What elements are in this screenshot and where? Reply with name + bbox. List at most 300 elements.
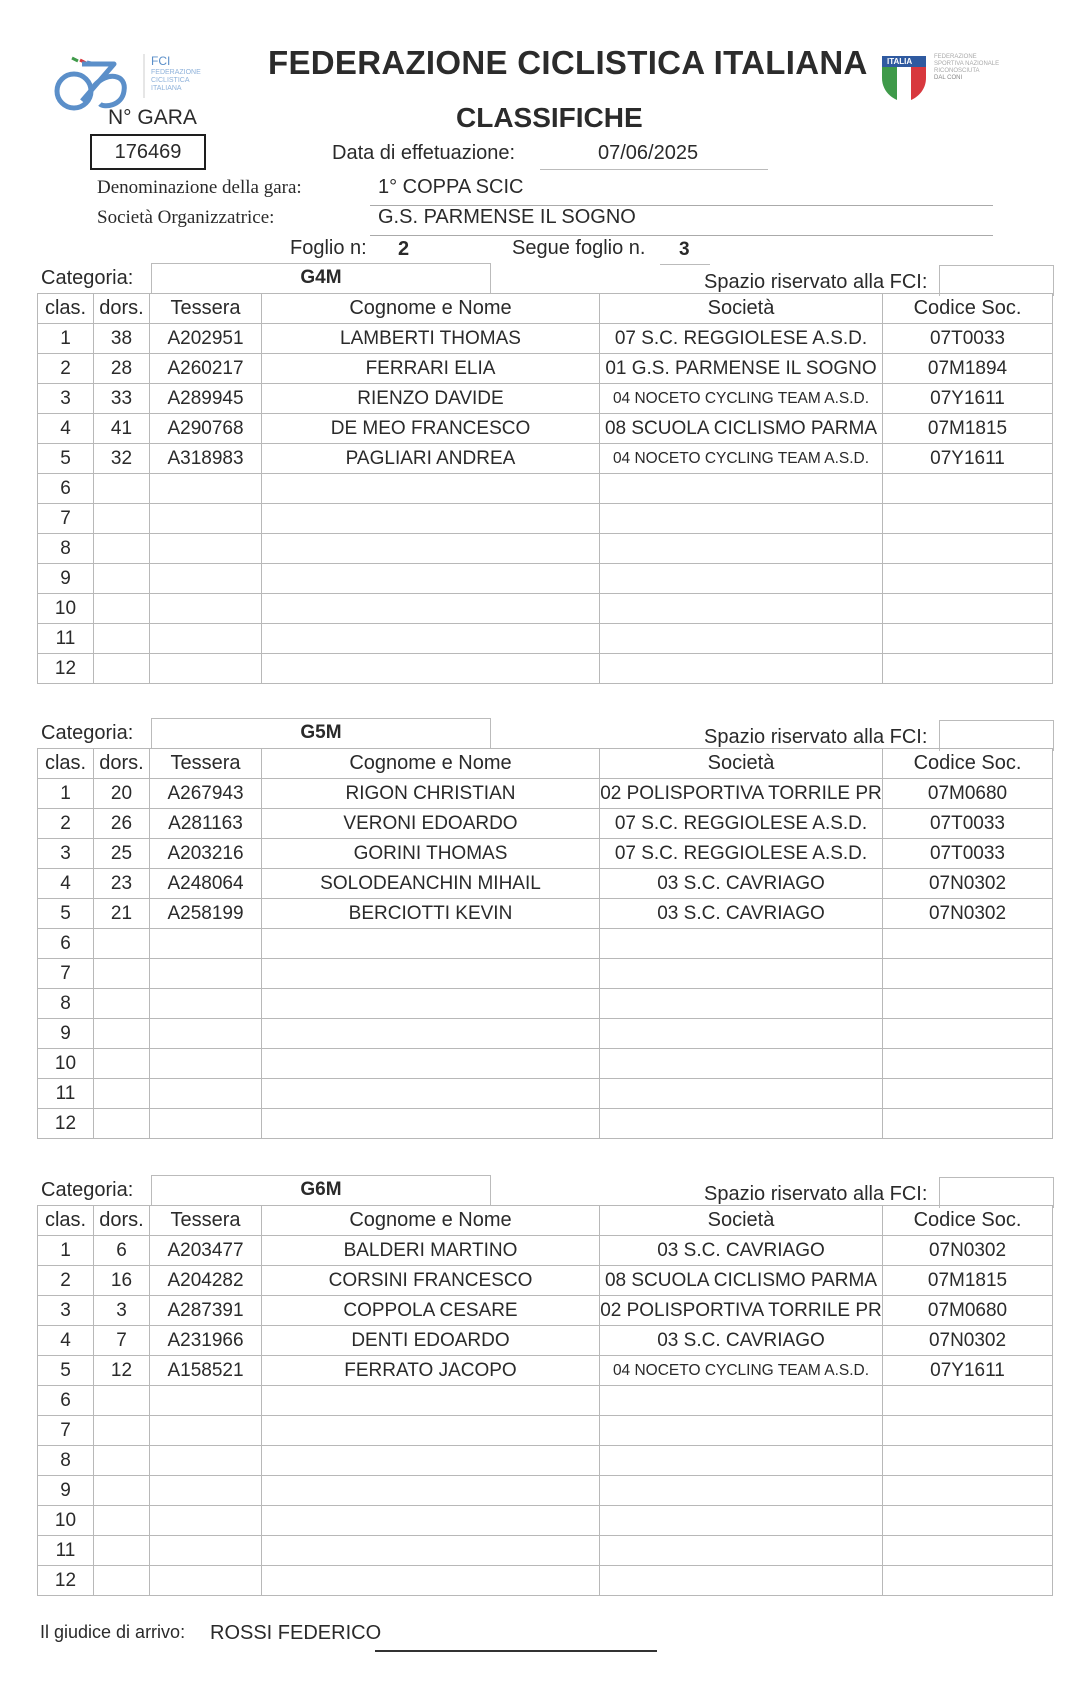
cell-codice (883, 1049, 1053, 1079)
col-header-dors: dors. (94, 294, 150, 324)
cell-tessera (150, 929, 262, 959)
cell-nome (262, 959, 600, 989)
categoria-label: Categoria: (41, 1179, 134, 1201)
cell-tessera (150, 1506, 262, 1536)
cell-societa: 03 S.C. CAVRIAGO (600, 899, 883, 929)
cell-dors (94, 474, 150, 504)
cell-tessera (150, 564, 262, 594)
cell-nome (262, 1416, 600, 1446)
cell-clas: 9 (38, 1019, 94, 1049)
cell-dors (94, 504, 150, 534)
cell-nome (262, 989, 600, 1019)
cell-codice (883, 1476, 1053, 1506)
cell-tessera (150, 1019, 262, 1049)
table-header-row (38, 1206, 1053, 1236)
results-table (37, 748, 1053, 1139)
table-row (38, 1296, 1053, 1326)
cell-dors (94, 989, 150, 1019)
cell-clas: 12 (38, 1109, 94, 1139)
cell-codice: 07T0033 (883, 839, 1053, 869)
fci-reserved-box (939, 1177, 1054, 1208)
coni-text-1: FEDERAZIONE (934, 54, 977, 60)
cell-tessera (150, 1386, 262, 1416)
fci-reserved-box (939, 720, 1054, 751)
coni-logo (880, 54, 1040, 104)
cell-clas: 10 (38, 1049, 94, 1079)
col-header-tessera: Tessera (150, 749, 262, 779)
cell-dors (94, 1536, 150, 1566)
table-row (38, 474, 1053, 504)
cell-nome (262, 534, 600, 564)
table-row (38, 504, 1053, 534)
cell-codice (883, 1446, 1053, 1476)
table-row (38, 564, 1053, 594)
cell-societa: 07 S.C. REGGIOLESE A.S.D. (600, 324, 883, 354)
denominazione-value: 1° COPPA SCIC (378, 176, 524, 198)
cell-dors (94, 1386, 150, 1416)
cell-dors: 33 (94, 384, 150, 414)
table-row (38, 1566, 1053, 1596)
categoria-box (151, 718, 491, 749)
cell-codice: 07Y1611 (883, 444, 1053, 474)
cell-tessera: A258199 (150, 899, 262, 929)
cell-societa (600, 1476, 883, 1506)
cell-nome: GORINI THOMAS (262, 839, 600, 869)
cell-clas: 3 (38, 839, 94, 869)
segue-foglio-value: 3 (679, 239, 690, 260)
cell-dors: 21 (94, 899, 150, 929)
cell-societa (600, 1566, 883, 1596)
col-header-societa: Società (600, 749, 883, 779)
table-row (38, 1506, 1053, 1536)
table-row (38, 384, 1053, 414)
cell-nome (262, 654, 600, 684)
cell-codice: 07M1815 (883, 1266, 1053, 1296)
col-header-codice: Codice Soc. (883, 1206, 1053, 1236)
cell-clas: 1 (38, 324, 94, 354)
cell-codice (883, 1506, 1053, 1536)
organizzatrice-underline (370, 235, 993, 236)
categoria-box (151, 1175, 491, 1206)
cell-societa (600, 1019, 883, 1049)
cell-societa: 08 SCUOLA CICLISMO PARMA (600, 414, 883, 444)
cell-clas: 4 (38, 414, 94, 444)
date-label: Data di effetuazione: (332, 142, 516, 164)
col-header-clas: clas. (38, 1206, 94, 1236)
cell-tessera: A290768 (150, 414, 262, 444)
cell-dors (94, 1446, 150, 1476)
cell-societa (600, 1049, 883, 1079)
cell-tessera: A260217 (150, 354, 262, 384)
cell-societa: 01 G.S. PARMENSE IL SOGNO (600, 354, 883, 384)
table-row (38, 839, 1053, 869)
cell-codice: 07M0680 (883, 1296, 1053, 1326)
cell-nome: DE MEO FRANCESCO (262, 414, 600, 444)
date-value: 07/06/2025 (598, 142, 699, 164)
cell-codice (883, 1536, 1053, 1566)
table-row (38, 354, 1053, 384)
cell-nome: SOLODEANCHIN MIHAIL (262, 869, 600, 899)
cell-societa (600, 1079, 883, 1109)
cell-nome: FERRARI ELIA (262, 354, 600, 384)
cell-codice: 07M0680 (883, 779, 1053, 809)
cell-codice (883, 1416, 1053, 1446)
cell-dors (94, 1566, 150, 1596)
cell-tessera: A248064 (150, 869, 262, 899)
cell-nome: LAMBERTI THOMAS (262, 324, 600, 354)
foglio-label: Foglio n: (290, 237, 367, 259)
cell-tessera (150, 594, 262, 624)
gara-label: N° GARA (108, 106, 197, 129)
table-row (38, 1536, 1053, 1566)
cell-societa (600, 929, 883, 959)
col-header-dors: dors. (94, 749, 150, 779)
cell-nome (262, 1386, 600, 1416)
cell-societa (600, 624, 883, 654)
cell-societa (600, 474, 883, 504)
cell-nome (262, 1079, 600, 1109)
categoria-value: G4M (300, 267, 342, 288)
cell-societa: 07 S.C. REGGIOLESE A.S.D. (600, 839, 883, 869)
cell-tessera (150, 1416, 262, 1446)
cell-codice (883, 959, 1053, 989)
col-header-tessera: Tessera (150, 294, 262, 324)
cell-nome (262, 1109, 600, 1139)
cell-codice (883, 1109, 1053, 1139)
cell-tessera: A203216 (150, 839, 262, 869)
cell-tessera (150, 1536, 262, 1566)
cell-codice (883, 654, 1053, 684)
cell-clas: 10 (38, 1506, 94, 1536)
cell-tessera (150, 1446, 262, 1476)
segue-underline (660, 264, 710, 265)
cell-nome: PAGLIARI ANDREA (262, 444, 600, 474)
cell-societa (600, 1536, 883, 1566)
cell-dors: 12 (94, 1356, 150, 1386)
judge-signature-line (375, 1650, 657, 1652)
cell-clas: 3 (38, 1296, 94, 1326)
cell-societa (600, 1386, 883, 1416)
cell-societa: 02 POLISPORTIVA TORRILE PR (600, 779, 883, 809)
cell-clas: 11 (38, 624, 94, 654)
cell-tessera (150, 624, 262, 654)
cell-dors: 25 (94, 839, 150, 869)
foglio-value: 2 (398, 238, 410, 260)
table-row (38, 929, 1053, 959)
cell-dors: 41 (94, 414, 150, 444)
table-row (38, 1326, 1053, 1356)
cell-dors: 38 (94, 324, 150, 354)
coni-text-3: RICONOSCIUTA (934, 68, 980, 74)
table-row (38, 989, 1053, 1019)
cell-clas: 4 (38, 1326, 94, 1356)
cell-dors: 20 (94, 779, 150, 809)
table-row (38, 1236, 1053, 1266)
col-header-clas: clas. (38, 749, 94, 779)
cell-nome: FERRATO JACOPO (262, 1356, 600, 1386)
cell-clas: 8 (38, 989, 94, 1019)
col-header-tessera: Tessera (150, 1206, 262, 1236)
cell-clas: 12 (38, 1566, 94, 1596)
cell-clas: 6 (38, 474, 94, 504)
cell-codice: 07M1894 (883, 354, 1053, 384)
cell-societa: 08 SCUOLA CICLISMO PARMA (600, 1266, 883, 1296)
cell-codice (883, 1079, 1053, 1109)
cell-clas: 7 (38, 1416, 94, 1446)
cell-dors (94, 534, 150, 564)
cell-nome: RIGON CHRISTIAN (262, 779, 600, 809)
cell-dors (94, 624, 150, 654)
cell-nome (262, 1566, 600, 1596)
cell-nome (262, 564, 600, 594)
cell-societa (600, 594, 883, 624)
cell-codice: 07T0033 (883, 324, 1053, 354)
table-row (38, 1019, 1053, 1049)
logo-fci-text: FCI (151, 54, 171, 68)
cell-tessera (150, 654, 262, 684)
cell-codice: 07T0033 (883, 809, 1053, 839)
cell-clas: 5 (38, 444, 94, 474)
cell-nome (262, 474, 600, 504)
col-header-nome: Cognome e Nome (262, 749, 600, 779)
cell-clas: 6 (38, 929, 94, 959)
cell-dors (94, 594, 150, 624)
cell-nome (262, 1506, 600, 1536)
cell-tessera: A231966 (150, 1326, 262, 1356)
cell-clas: 2 (38, 809, 94, 839)
col-header-codice: Codice Soc. (883, 294, 1053, 324)
fci-reserved-label: Spazio riservato alla FCI: (704, 271, 928, 293)
cell-tessera (150, 504, 262, 534)
cell-codice: 07N0302 (883, 1326, 1053, 1356)
cell-clas: 11 (38, 1079, 94, 1109)
cell-codice (883, 624, 1053, 654)
cell-societa: 04 NOCETO CYCLING TEAM A.S.D. (600, 384, 883, 414)
cell-dors (94, 1109, 150, 1139)
cell-tessera: A267943 (150, 779, 262, 809)
cell-societa (600, 959, 883, 989)
cell-societa: 03 S.C. CAVRIAGO (600, 1326, 883, 1356)
table-row (38, 624, 1053, 654)
judge-label: Il giudice di arrivo: (40, 1622, 186, 1642)
cell-dors (94, 1506, 150, 1536)
cell-codice: 07N0302 (883, 899, 1053, 929)
judge-name: ROSSI FEDERICO (210, 1622, 382, 1644)
coni-text-2: SPORTIVA NAZIONALE (934, 61, 1000, 67)
categoria-label: Categoria: (41, 722, 134, 744)
table-row (38, 869, 1053, 899)
cell-dors: 23 (94, 869, 150, 899)
denominazione-label: Denominazione della gara: (97, 177, 302, 198)
cell-codice: 07Y1611 (883, 384, 1053, 414)
cell-dors (94, 654, 150, 684)
cell-societa: 03 S.C. CAVRIAGO (600, 869, 883, 899)
italia-badge-text: ITALIA (887, 57, 913, 66)
cell-codice (883, 474, 1053, 504)
cell-clas: 4 (38, 869, 94, 899)
col-header-codice: Codice Soc. (883, 749, 1053, 779)
cell-clas: 2 (38, 1266, 94, 1296)
cell-tessera: A287391 (150, 1296, 262, 1326)
gara-number: 176469 (90, 134, 206, 170)
cell-codice (883, 534, 1053, 564)
cell-dors (94, 959, 150, 989)
results-table (37, 1205, 1053, 1596)
cell-clas: 5 (38, 899, 94, 929)
cell-nome: RIENZO DAVIDE (262, 384, 600, 414)
cell-dors (94, 1079, 150, 1109)
cell-codice: 07N0302 (883, 869, 1053, 899)
fci-reserved-label: Spazio riservato alla FCI: (704, 1183, 928, 1205)
cell-societa (600, 989, 883, 1019)
segue-foglio-label: Segue foglio n. (512, 237, 646, 259)
cell-nome (262, 504, 600, 534)
cell-codice (883, 1019, 1053, 1049)
cell-tessera: A202951 (150, 324, 262, 354)
categoria-value: G6M (300, 1179, 342, 1200)
cell-tessera (150, 1109, 262, 1139)
table-row (38, 534, 1053, 564)
cell-nome (262, 929, 600, 959)
logo-subtext-3: ITALIANA (151, 85, 182, 92)
document-subtitle: CLASSIFICHE (456, 102, 643, 133)
cell-dors (94, 929, 150, 959)
table-row (38, 1109, 1053, 1139)
cell-societa (600, 534, 883, 564)
cell-dors: 26 (94, 809, 150, 839)
table-header-row (38, 294, 1053, 324)
document-title: FEDERAZIONE CICLISTICA ITALIANA (268, 44, 868, 81)
cell-clas: 3 (38, 384, 94, 414)
cell-nome: BALDERI MARTINO (262, 1236, 600, 1266)
cell-codice: 07M1815 (883, 414, 1053, 444)
cell-societa: 07 S.C. REGGIOLESE A.S.D. (600, 809, 883, 839)
cell-dors: 7 (94, 1326, 150, 1356)
col-header-societa: Società (600, 294, 883, 324)
cell-societa (600, 1416, 883, 1446)
cell-dors: 28 (94, 354, 150, 384)
organizzatrice-value: G.S. PARMENSE IL SOGNO (378, 206, 636, 228)
cell-clas: 8 (38, 534, 94, 564)
cell-societa: 04 NOCETO CYCLING TEAM A.S.D. (600, 444, 883, 474)
col-header-clas: clas. (38, 294, 94, 324)
cell-nome: CORSINI FRANCESCO (262, 1266, 600, 1296)
cell-tessera (150, 1079, 262, 1109)
categoria-label: Categoria: (41, 267, 134, 289)
cell-societa (600, 504, 883, 534)
cell-tessera: A158521 (150, 1356, 262, 1386)
cell-tessera: A318983 (150, 444, 262, 474)
table-row (38, 1356, 1053, 1386)
table-row (38, 444, 1053, 474)
cell-clas: 11 (38, 1536, 94, 1566)
cell-dors: 16 (94, 1266, 150, 1296)
cell-clas: 9 (38, 564, 94, 594)
cell-codice (883, 1566, 1053, 1596)
cell-nome: VERONI EDOARDO (262, 809, 600, 839)
cell-codice (883, 1386, 1053, 1416)
categoria-value: G5M (300, 722, 342, 743)
table-row (38, 324, 1053, 354)
fci-reserved-label: Spazio riservato alla FCI: (704, 726, 928, 748)
cell-tessera (150, 989, 262, 1019)
date-underline (540, 169, 768, 170)
fci-reserved-box (939, 265, 1054, 296)
cell-nome (262, 1019, 600, 1049)
cell-dors (94, 1476, 150, 1506)
cell-codice: 07N0302 (883, 1236, 1053, 1266)
cell-codice (883, 989, 1053, 1019)
cell-tessera (150, 534, 262, 564)
col-header-dors: dors. (94, 1206, 150, 1236)
cell-societa (600, 564, 883, 594)
table-row (38, 1049, 1053, 1079)
cell-clas: 9 (38, 1476, 94, 1506)
table-row (38, 899, 1053, 929)
logo-subtext-1: FEDERAZIONE (151, 69, 201, 76)
table-row (38, 1079, 1053, 1109)
table-row (38, 809, 1053, 839)
table-row (38, 654, 1053, 684)
coni-text-4: DAL CONI (934, 75, 963, 81)
cell-dors (94, 1049, 150, 1079)
cell-tessera: A289945 (150, 384, 262, 414)
cell-clas: 7 (38, 959, 94, 989)
col-header-nome: Cognome e Nome (262, 1206, 600, 1236)
cell-societa: 04 NOCETO CYCLING TEAM A.S.D. (600, 1356, 883, 1386)
cell-dors (94, 564, 150, 594)
cell-nome: DENTI EDOARDO (262, 1326, 600, 1356)
cell-clas: 1 (38, 779, 94, 809)
cell-codice (883, 504, 1053, 534)
col-header-nome: Cognome e Nome (262, 294, 600, 324)
col-header-societa: Società (600, 1206, 883, 1236)
cell-nome (262, 1536, 600, 1566)
cell-societa (600, 1109, 883, 1139)
cell-dors (94, 1019, 150, 1049)
table-row (38, 1266, 1053, 1296)
cell-tessera: A204282 (150, 1266, 262, 1296)
cell-societa (600, 654, 883, 684)
cell-societa (600, 1506, 883, 1536)
cell-clas: 6 (38, 1386, 94, 1416)
results-table (37, 293, 1053, 684)
cell-dors (94, 1416, 150, 1446)
cell-nome: BERCIOTTI KEVIN (262, 899, 600, 929)
table-row (38, 594, 1053, 624)
cell-clas: 12 (38, 654, 94, 684)
cell-clas: 2 (38, 354, 94, 384)
logo-subtext-2: CICLISTICA (151, 77, 190, 84)
table-row (38, 1476, 1053, 1506)
cell-nome (262, 1049, 600, 1079)
cell-dors: 3 (94, 1296, 150, 1326)
cell-codice (883, 929, 1053, 959)
table-header-row (38, 749, 1053, 779)
cell-dors: 6 (94, 1236, 150, 1266)
cell-nome (262, 594, 600, 624)
cell-tessera (150, 1566, 262, 1596)
cell-tessera (150, 474, 262, 504)
cell-tessera: A281163 (150, 809, 262, 839)
table-row (38, 414, 1053, 444)
table-row (38, 779, 1053, 809)
cell-tessera (150, 1476, 262, 1506)
cell-societa: 02 POLISPORTIVA TORRILE PR (600, 1296, 883, 1326)
table-row (38, 959, 1053, 989)
cell-nome: COPPOLA CESARE (262, 1296, 600, 1326)
table-row (38, 1416, 1053, 1446)
